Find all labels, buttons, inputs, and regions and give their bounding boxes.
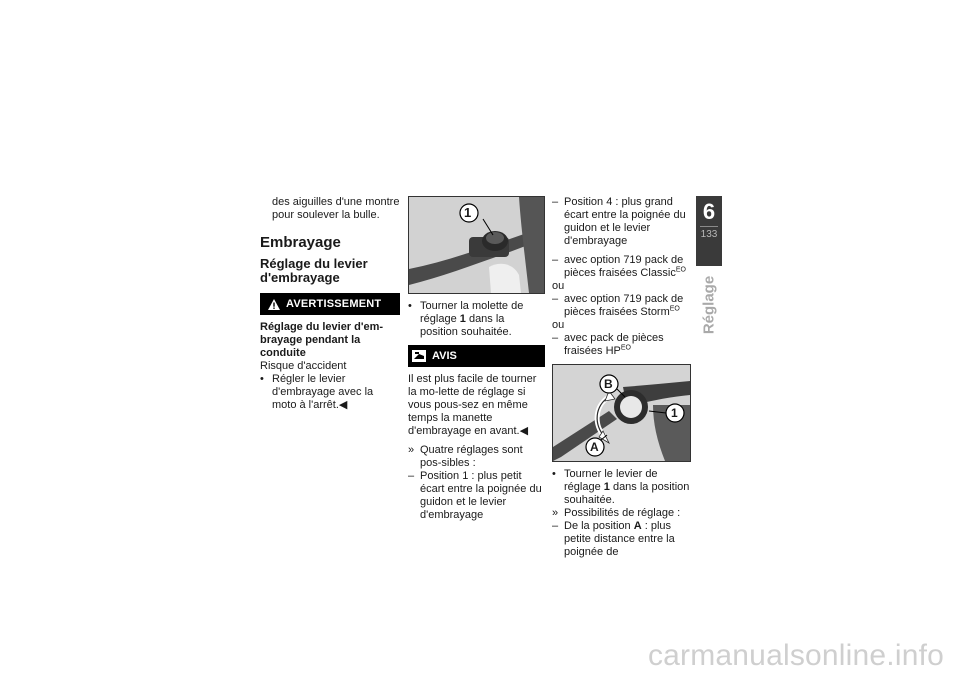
warning-bullet-text: Régler le levier d'embrayage avec la moto à l'arrêt.◀: [272, 373, 374, 411]
option-hp-text: avec pack de pièces fraisées HP: [564, 332, 664, 357]
dash-mark: –: [552, 254, 559, 266]
list-item: [408, 444, 545, 470]
position-1-text: Position 1 : plus petit écart entre la poignée du guidon et le levier d'embrayage: [420, 470, 542, 521]
instruction-text: Tourner le levier de réglage: [564, 468, 658, 493]
figure-label-b: B: [604, 377, 613, 391]
list-item: [552, 332, 691, 358]
column-3: [552, 196, 691, 559]
possibilities-intro: Possibilités de réglage :: [564, 507, 681, 519]
instruction-text-end: dans la position souhaitée.: [564, 481, 690, 506]
ref-number: 1: [603, 481, 610, 493]
list-item: [552, 254, 691, 280]
list-item: [552, 196, 691, 248]
warning-label: AVERTISSEMENT: [286, 297, 382, 310]
figure-label-a: A: [590, 440, 599, 454]
ref-number: 1: [459, 313, 466, 325]
column-1: [260, 196, 400, 412]
dash-mark: –: [552, 196, 559, 208]
option-storm-text: avec option 719 pack de pièces fraisées Storm: [564, 293, 684, 318]
list-item: [260, 373, 400, 412]
warning-banner: [260, 293, 400, 315]
option-superscript: EO: [675, 266, 686, 274]
warning-risk: Risque d'accident: [260, 360, 347, 372]
option-classic-text: avec option 719 pack de pièces fraisées Classic: [564, 254, 684, 279]
tab-divider: [700, 226, 718, 227]
ref-letter: A: [633, 520, 642, 532]
warning-triangle-icon: [268, 299, 280, 310]
list-item: [552, 468, 691, 507]
watermark: carmanualsonline.info: [647, 639, 944, 672]
list-item: [552, 507, 691, 520]
lever-adjuster-figure: [552, 364, 691, 462]
possibility-a-text: De la position: [564, 520, 634, 532]
clutch-adjuster-illustration: [409, 197, 544, 293]
list-intro: Quatre réglages sont pos-sibles :: [420, 444, 523, 469]
bullet-mark: •: [408, 300, 412, 312]
chapter-number: 6: [702, 199, 716, 224]
or-text: ou: [552, 319, 565, 331]
page-number: 133: [700, 229, 718, 240]
notice-label: AVIS: [432, 349, 457, 362]
dash-mark: –: [552, 332, 559, 344]
clutch-adjuster-figure: [408, 196, 545, 294]
subsection-heading: Réglage du levier d'embrayage: [260, 256, 368, 285]
list-item: [408, 300, 545, 339]
list-item: [408, 470, 545, 522]
arrow-mark: »: [552, 507, 559, 519]
section-heading: Embrayage: [260, 234, 341, 251]
arrow-mark: »: [408, 444, 415, 456]
list-item: [552, 293, 691, 319]
dash-mark: –: [552, 520, 559, 532]
bullet-mark: •: [552, 468, 556, 480]
possibility-a-text-end: : plus petite distance entre la poignée de: [564, 520, 675, 558]
option-superscript: EO: [669, 305, 680, 313]
figure-label-1: 1: [671, 406, 678, 420]
intro-text: des aiguilles d'une montre pour soulever la bulle.: [272, 196, 400, 221]
lever-adjuster-illustration: [553, 365, 690, 461]
section-side-title: Réglage: [700, 275, 718, 335]
dash-mark: –: [552, 293, 559, 305]
bullet-mark: •: [260, 373, 264, 385]
chapter-tab: [696, 196, 722, 266]
position-4-text: Position 4 : plus grand écart entre la poignée du guidon et le levier d'embrayage: [564, 196, 686, 247]
figure-callout-1: 1: [464, 205, 472, 220]
option-superscript: EO: [620, 344, 631, 352]
dash-mark: –: [408, 470, 415, 482]
list-item: [552, 520, 691, 559]
instruction-text: Tourner la molette de réglage: [420, 300, 524, 325]
notice-icon: [412, 350, 426, 362]
instruction-text-end: dans la position souhaitée.: [420, 313, 512, 338]
warning-title: Réglage du levier d'em-brayage pendant la conduite: [260, 321, 384, 359]
or-text: ou: [552, 280, 565, 292]
notice-banner: [408, 345, 545, 367]
notice-text: Il est plus facile de tourner la mo-lette de réglage si vous pous-sez en même temps la manette d'embrayage en avant.◀: [408, 373, 537, 437]
column-2: [408, 196, 545, 522]
